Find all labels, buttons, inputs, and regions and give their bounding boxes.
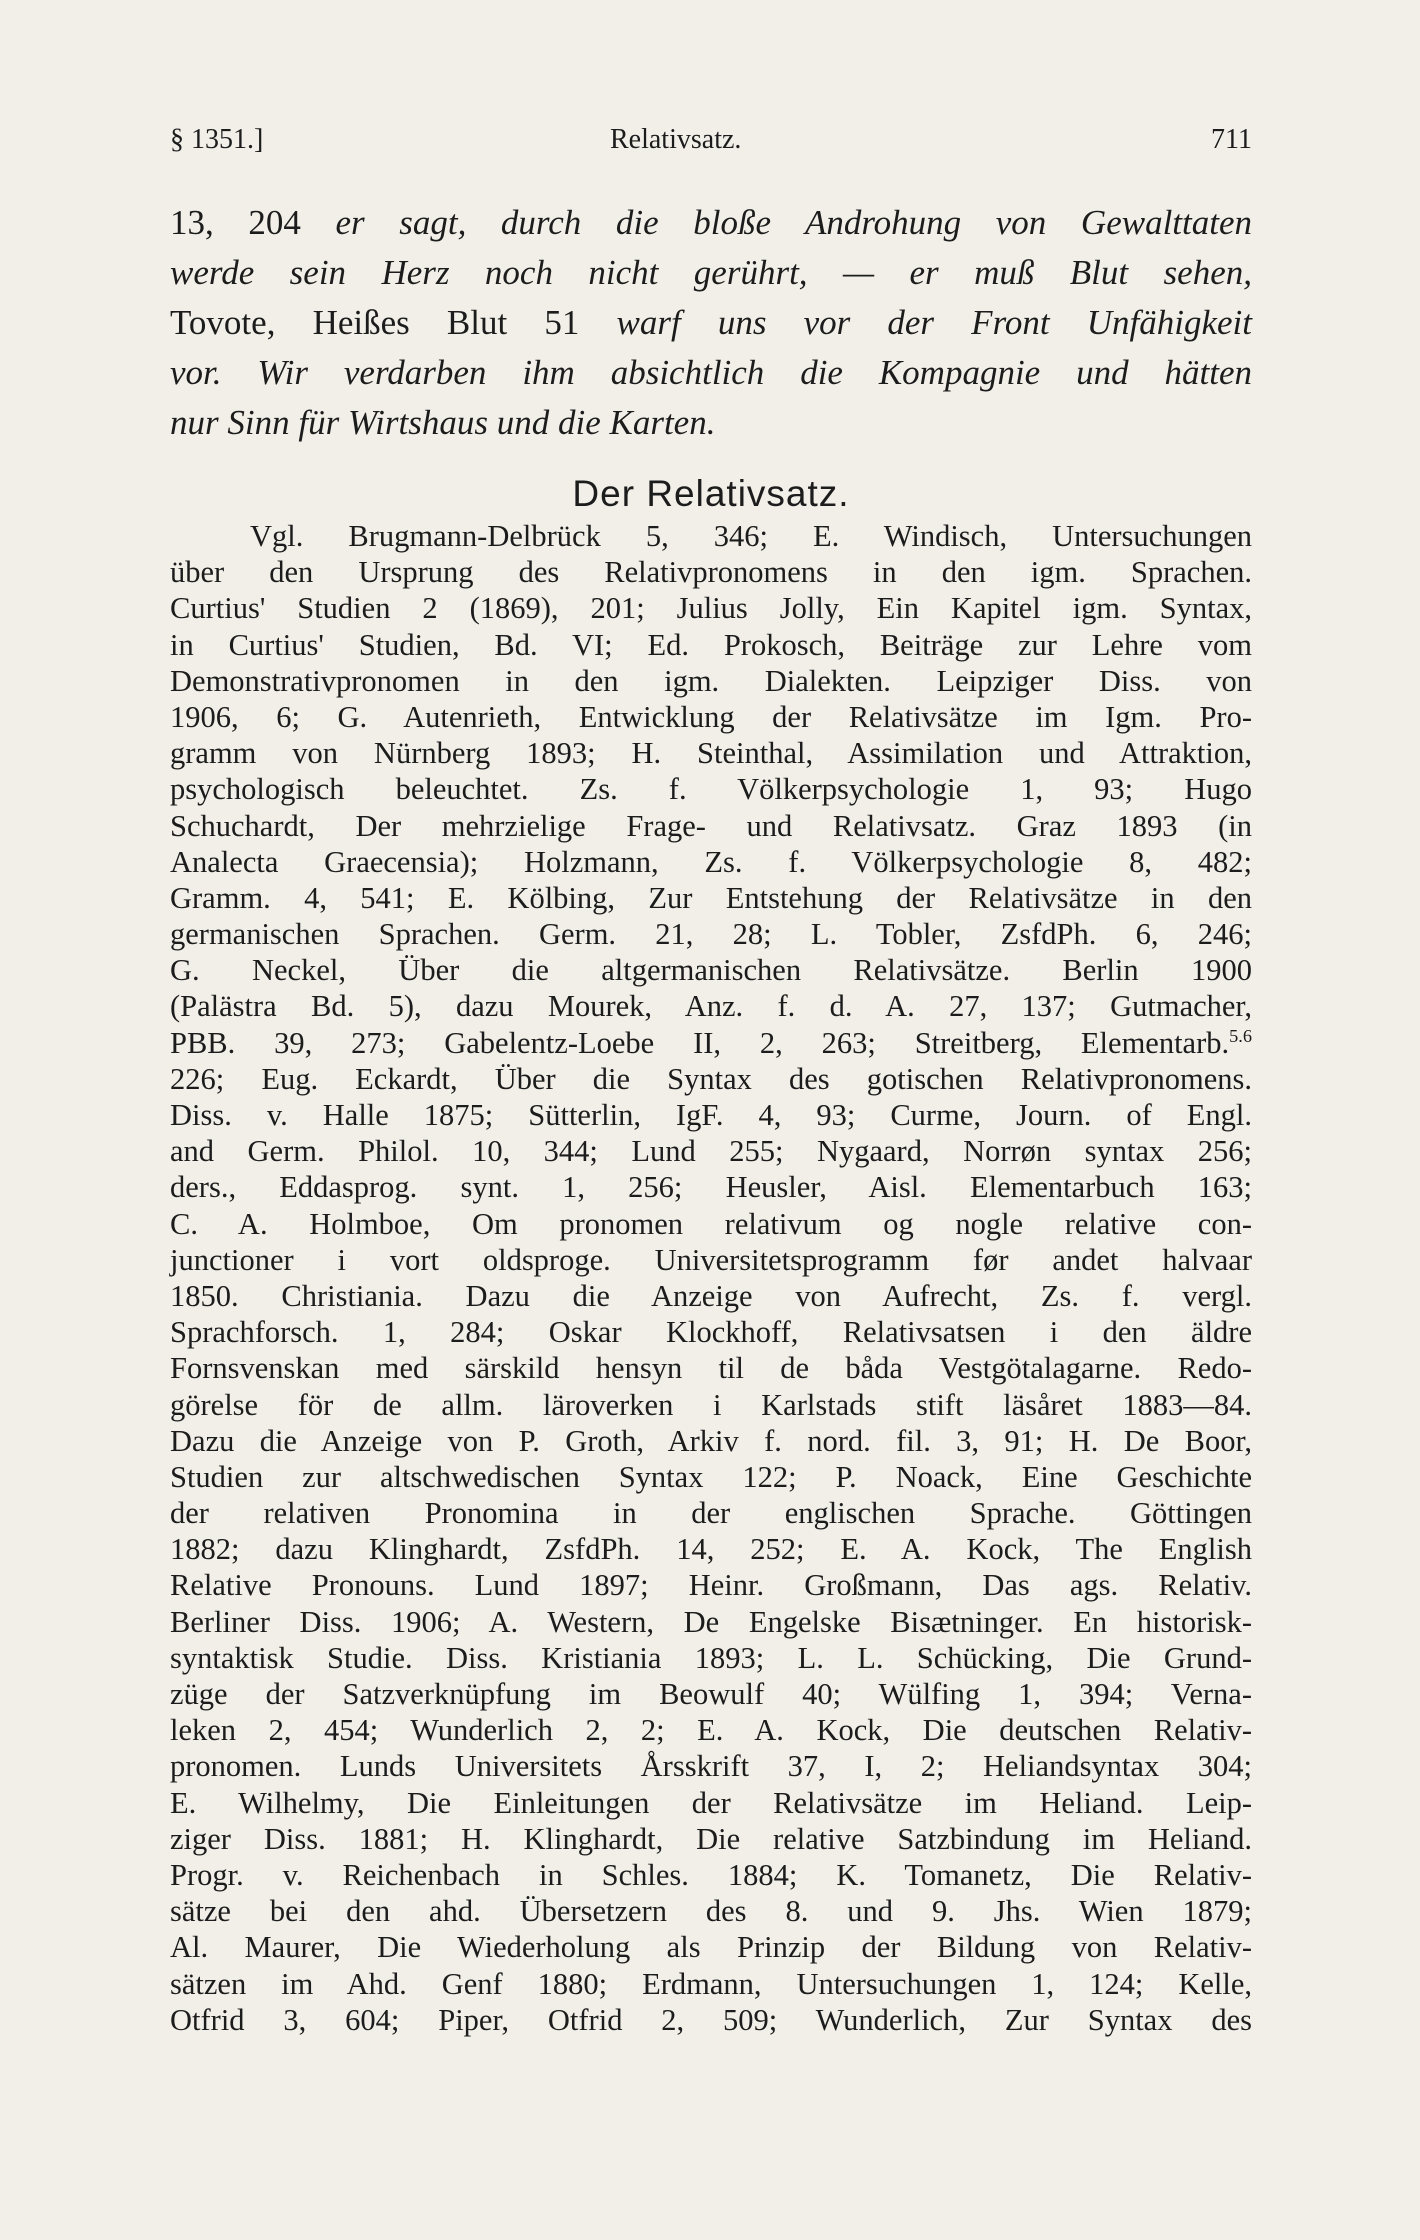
intro-line: Tovote, Heißes Blut 51 warf uns vor der Front Unfähigkeit	[170, 303, 1252, 342]
bibliography-line: Otfrid 3, 604; Piper, Otfrid 2, 509; Wunderlich, Zur Syntax des	[170, 2002, 1252, 2037]
page-number: 711	[1211, 124, 1252, 155]
bibliography-line: germanischen Sprachen. Germ. 21, 28; L. Tobler, ZsfdPh. 6, 246;	[170, 917, 1252, 952]
bibliography-line: psychologisch beleuchtet. Zs. f. Völkerpsychologie 1, 93; Hugo	[170, 772, 1252, 807]
bibliography-line: sätzen im Ahd. Genf 1880; Erdmann, Untersuchungen 1, 124; Kelle,	[170, 1966, 1252, 2001]
bibliography-line: 1882; dazu Klinghardt, ZsfdPh. 14, 252; E. A. Kock, The English	[170, 1532, 1252, 1567]
bibliography-line: leken 2, 454; Wunderlich 2, 2; E. A. Kock, Die deutschen Relativ-	[170, 1713, 1252, 1748]
section-heading: Der Relativsatz.	[572, 473, 850, 514]
running-title: Relativsatz.	[610, 124, 742, 155]
bibliography-line: der relativen Pronomina in der englischen Sprache. Göttingen	[170, 1496, 1252, 1531]
bibliography-paragraph	[170, 518, 1252, 2038]
section-number: § 1351.]	[170, 124, 264, 155]
bibliography-line: Gramm. 4, 541; E. Kölbing, Zur Entstehung der Relativsätze in den	[170, 880, 1252, 915]
bibliography-line: junctioner i vort oldsproge. Universitetsprogramm før andet halvaar	[170, 1242, 1252, 1277]
bibliography-line: 226; Eug. Eckardt, Über die Syntax des gotischen Relativpronomens.	[170, 1061, 1252, 1096]
bibliography-line: syntaktisk Studie. Diss. Kristiania 1893; L. L. Schücking, Die Grund-	[170, 1640, 1252, 1675]
bibliography-line: Al. Maurer, Die Wiederholung als Prinzip der Bildung von Relativ-	[170, 1930, 1252, 1965]
bibliography-line: PBB. 39, 273; Gabelentz-Loebe II, 2, 263; Streitberg, Elementarb.$^{5.6}$	[170, 1025, 1252, 1060]
bibliography-line: E. Wilhelmy, Die Einleitungen der Relativsätze im Heliand. Leip-	[170, 1785, 1252, 1820]
intro-line: 13, 204 er sagt, durch die bloße Androhung von Gewalttaten	[170, 203, 1252, 242]
intro-line: werde sein Herz noch nicht gerührt, — er muß Blut sehen,	[170, 253, 1252, 292]
bibliography-line: G. Neckel, Über die altgermanischen Relativsätze. Berlin 1900	[170, 953, 1252, 988]
bibliography-line: Demonstrativpronomen in den igm. Dialekten. Leipziger Diss. von	[170, 663, 1252, 698]
bibliography-line: in Curtius' Studien, Bd. VI; Ed. Prokosch, Beiträge zur Lehre vom	[170, 627, 1252, 662]
bibliography-line: gramm von Nürnberg 1893; H. Steinthal, Assimilation und Attraktion,	[170, 736, 1252, 771]
intro-paragraph	[170, 198, 1252, 448]
bibliography-line: ziger Diss. 1881; H. Klinghardt, Die relative Satzbindung im Heliand.	[170, 1821, 1252, 1856]
bibliography-line: züge der Satzverknüpfung im Beowulf 40; Wülfing 1, 394; Verna-	[170, 1677, 1252, 1711]
intro-line: vor. Wir verdarben ihm absichtlich die Kompagnie und hätten	[170, 353, 1252, 392]
bibliography-line: über den Ursprung des Relativpronomens in den igm. Sprachen.	[170, 555, 1252, 590]
bibliography-line: ders., Eddasprog. synt. 1, 256; Heusler, Aisl. Elementarbuch 163;	[170, 1170, 1252, 1205]
bibliography-line: and Germ. Philol. 10, 344; Lund 255; Nygaard, Norrøn syntax 256;	[170, 1134, 1252, 1169]
bibliography-line: Analecta Graecensia); Holzmann, Zs. f. Völkerpsychologie 8, 482;	[170, 844, 1252, 879]
bibliography-line: 1850. Christiania. Dazu die Anzeige von Aufrecht, Zs. f. vergl.	[170, 1278, 1252, 1313]
bibliography-line: Progr. v. Reichenbach in Schles. 1884; K. Tomanetz, Die Relativ-	[170, 1857, 1252, 1892]
bibliography-line: pronomen. Lunds Universitets Årsskrift 37, I, 2; Heliandsyntax 304;	[170, 1749, 1252, 1784]
intro-line: nur Sinn für Wirtshaus und die Karten.	[170, 403, 716, 442]
bibliography-line: C. A. Holmboe, Om pronomen relativum og nogle relative con-	[170, 1206, 1252, 1241]
bibliography-line: Curtius' Studien 2 (1869), 201; Julius Jolly, Ein Kapitel igm. Syntax,	[170, 591, 1252, 626]
bibliography-line: Studien zur altschwedischen Syntax 122; P. Noack, Eine Geschichte	[170, 1459, 1252, 1494]
bibliography-line: Berliner Diss. 1906; A. Western, De Engelske Bisætninger. En historisk-	[170, 1604, 1252, 1639]
bibliography-line: Fornsvenskan med särskild hensyn til de båda Vestgötalagarne. Redo-	[170, 1351, 1252, 1386]
bibliography-line: Vgl. Brugmann-Delbrück 5, 346; E. Windisch, Untersuchungen	[250, 519, 1252, 553]
running-head	[170, 115, 1252, 165]
bibliography-line: (Palästra Bd. 5), dazu Mourek, Anz. f. d. A. 27, 137; Gutmacher,	[170, 989, 1252, 1024]
bibliography-line: Diss. v. Halle 1875; Sütterlin, IgF. 4, 93; Curme, Journ. of Engl.	[170, 1098, 1252, 1132]
bibliography-line: görelse för de allm. läroverken i Karlstads stift läsåret 1883—84.	[170, 1387, 1252, 1422]
bibliography-line: Relative Pronouns. Lund 1897; Heinr. Großmann, Das ags. Relativ.	[170, 1568, 1252, 1603]
bibliography-line: sätze bei den ahd. Übersetzern des 8. und 9. Jhs. Wien 1879;	[170, 1894, 1252, 1929]
bibliography-line: Sprachforsch. 1, 284; Oskar Klockhoff, Relativsatsen i den äldre	[170, 1315, 1252, 1350]
bibliography-line: 1906, 6; G. Autenrieth, Entwicklung der Relativsätze im Igm. Pro-	[170, 699, 1252, 734]
bibliography-line: Schuchardt, Der mehrzielige Frage- und Relativsatz. Graz 1893 (in	[170, 808, 1252, 843]
bibliography-line: Dazu die Anzeige von P. Groth, Arkiv f. nord. fil. 3, 91; H. De Boor,	[170, 1423, 1252, 1458]
